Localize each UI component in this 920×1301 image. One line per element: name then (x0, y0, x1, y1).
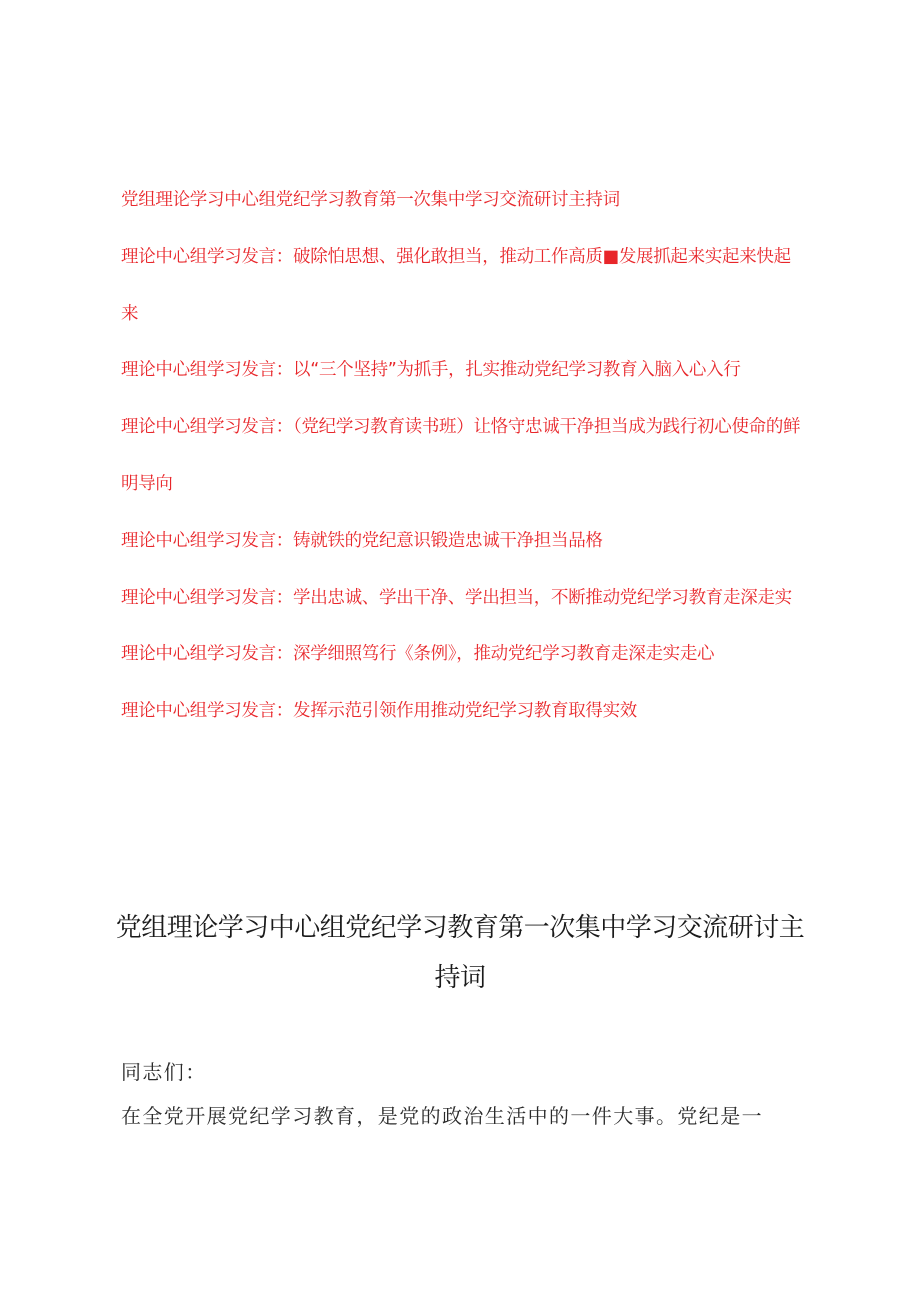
toc-item-5[interactable]: 理论中心组学习发言：铸就铁的党纪意识锻造忠诚干净担当品格 (121, 530, 603, 551)
toc-item-2[interactable]: 理论中心组学习发言：破除怕思想、强化敢担当，推动工作高质■发展抓起来实起来快起来 (121, 246, 791, 324)
toc-item-3[interactable]: 理论中心组学习发言：以“三个坚持”为抓手，扎实推动党纪学习教育入脑入心入行 (121, 360, 741, 381)
toc-item-1[interactable]: 党组理论学习中心组党纪学习教育第一次集中学习交流研讨主持词 (121, 190, 620, 210)
toc-item-6[interactable]: 理论中心组学习发言：学出忠诚、学出干净、学出担当，不断推动党纪学习教育走深走实 (121, 587, 792, 608)
document-title: 党组理论学习中心组党纪学习教育第一次集中学习交流研讨主持词 (115, 913, 805, 993)
toc-item-4[interactable]: 理论中心组学习发言：（党纪学习教育读书班）让恪守忠诚干净担当成为践行初心使命的鲜明导向 (121, 417, 801, 494)
salutation: 同志们： (121, 1060, 207, 1084)
table-of-contents (121, 172, 801, 740)
document-body (121, 1050, 811, 1138)
toc-item-7[interactable]: 理论中心组学习发言：深学细照笃行《条例》，推动党纪学习教育走深走实走心 (121, 644, 715, 665)
toc-item-8[interactable]: 理论中心组学习发言：发挥示范引领作用推动党纪学习教育取得实效 (121, 701, 637, 722)
body-paragraph: 在全党开展党纪学习教育，是党的政治生活中的一件大事。党纪是一 (121, 1104, 763, 1128)
